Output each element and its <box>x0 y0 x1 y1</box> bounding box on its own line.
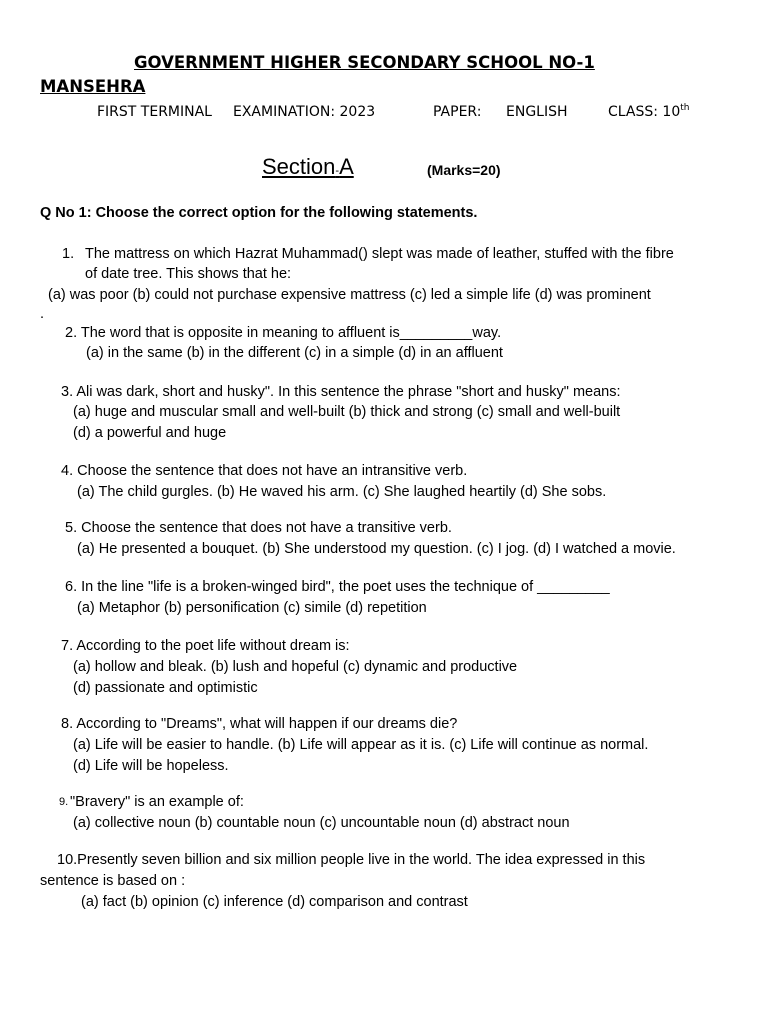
exam-year: EXAMINATION: 2023 <box>233 104 376 120</box>
question-6-options: (a) Metaphor (b) personification (c) simile (d) repetition <box>77 600 427 616</box>
question-1-stem-line2: of date tree. This shows that he: <box>85 266 292 282</box>
question-8-options-line2: (d) Life will be hopeless. <box>73 758 229 774</box>
question-1-stem-line1: The mattress on which Hazrat Muhammad() slept was made of leather, stuffed with the fibre <box>85 246 674 262</box>
question-9-options: (a) collective noun (b) countable noun (c) uncountable noun (d) abstract noun <box>73 815 570 831</box>
question-6-stem: 6. In the line "life is a broken-winged bird", the poet uses the technique of _________ <box>65 579 610 595</box>
class-label <box>608 105 689 119</box>
section-word: Section <box>262 154 336 179</box>
question-4-options: (a) The child gurgles. (b) He waved his arm. (c) She laughed heartily (d) She sobs. <box>77 484 607 500</box>
stray-mark: . <box>40 306 45 322</box>
paper-subject: ENGLISH <box>506 104 568 120</box>
question-3-stem: 3. Ali was dark, short and husky". In this sentence the phrase "short and husky" means: <box>61 384 621 400</box>
section-marks: (Marks=20) <box>427 162 501 178</box>
question-9-number: 9. <box>59 796 69 808</box>
question-8-stem: 8. According to "Dreams", what will happen if our dreams die? <box>61 716 458 732</box>
question-7-stem: 7. According to the poet life without dream is: <box>61 638 350 654</box>
question-7-options-line2: (d) passionate and optimistic <box>73 680 258 696</box>
question-5-options: (a) He presented a bouquet. (b) She understood my question. (c) I jog. (d) I watched a movie. <box>77 541 676 557</box>
section-title <box>262 156 354 178</box>
question-8-options-line1: (a) Life will be easier to handle. (b) Life will appear as it is. (c) Life will continue as normal. <box>73 737 649 753</box>
question-10-stem-line2: sentence is based on : <box>40 873 186 889</box>
question-2-stem: 2. The word that is opposite in meaning to affluent is_________way. <box>65 325 502 341</box>
question-7-options-line1: (a) hollow and bleak. (b) lush and hopeful (c) dynamic and productive <box>73 659 518 675</box>
section-letter: A <box>339 154 354 179</box>
question-1-options: (a) was poor (b) could not purchase expensive mattress (c) led a simple life (d) was prominent <box>48 287 651 303</box>
question-10-stem-line1: 10.Presently seven billion and six million people live in the world. The idea expressed in this <box>57 852 646 868</box>
question-10-options: (a) fact (b) opinion (c) inference (d) comparison and contrast <box>81 894 468 910</box>
question-1-number: 1. <box>62 246 75 262</box>
class-value: CLASS: 10 <box>608 104 681 120</box>
question-4-stem: 4. Choose the sentence that does not have an intransitive verb. <box>61 463 468 479</box>
question-9-stem: "Bravery" is an example of: <box>70 794 244 810</box>
question-5-stem: 5. Choose the sentence that does not have a transitive verb. <box>65 520 452 536</box>
question-3-options-line1: (a) huge and muscular small and well-built (b) thick and strong (c) small and well-built <box>73 404 621 420</box>
class-superscript: th <box>680 103 690 113</box>
exam-term: FIRST TERMINAL <box>97 104 212 120</box>
school-name-line1: GOVERNMENT HIGHER SECONDARY SCHOOL NO-1 <box>134 53 595 72</box>
section-dash: - <box>335 165 340 177</box>
question-instruction: Q No 1: Choose the correct option for the following statements. <box>40 205 478 221</box>
school-name-line2: MANSEHRA <box>40 77 146 96</box>
question-3-options-line2: (d) a powerful and huge <box>73 425 227 441</box>
paper-label: PAPER: <box>433 104 482 120</box>
question-2-options: (a) in the same (b) in the different (c) in a simple (d) in an affluent <box>86 345 503 361</box>
